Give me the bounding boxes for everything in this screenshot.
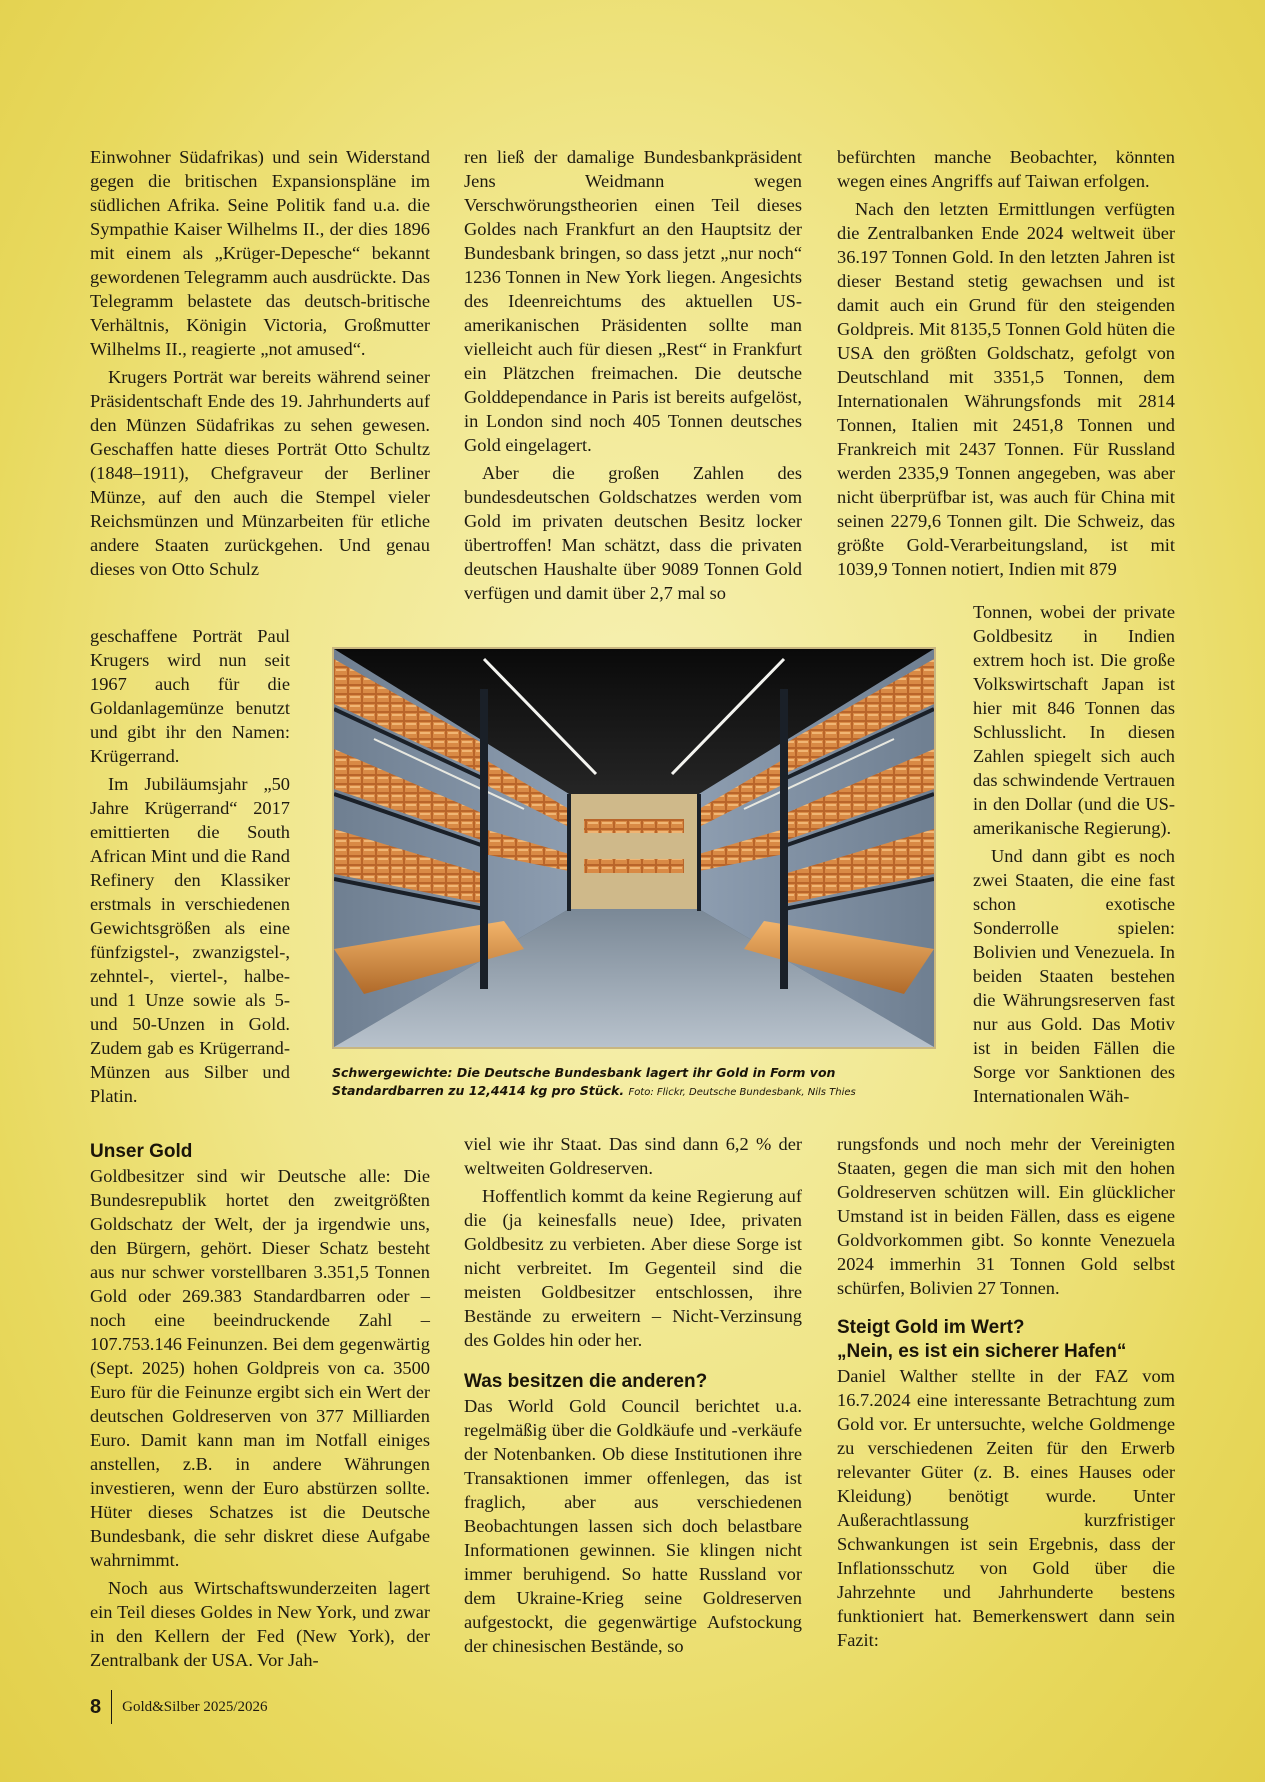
paragraph: Hoffentlich kommt da keine Regierung auf die (ja keinesfalls neue) Idee, privaten Goldbesitz zu verbieten. Aber diese Sorge ist nicht verbreitet. Im Gegenteil sind die meisten Goldbesitzer entschlossen, ihre Bestände zu erweitern – Nicht-Verzinsung des Goldes hin oder her. bbox=[464, 1186, 802, 1350]
column-1-wrap bbox=[90, 624, 290, 1108]
paragraph: Krugers Porträt war bereits während seiner Präsidentschaft Ende des 19. Jahrhunderts auf den Münzen Südafrikas zu sehen gewesen. Geschaffen hatte dieses Porträt Otto Schultz (1848–1911), Chefgraveur der Berliner Münze, auf den auch die Stempel vieler Reichsmünzen und Münzarbeiten für etliche andere Staaten zurückgehen. Und genau dieses von Otto Schulz bbox=[90, 367, 430, 579]
column-1-top bbox=[90, 145, 430, 581]
paragraph: Und dann gibt es noch zwei Staaten, die eine fast schon exotische Sonderrolle spielen: Bolivien und Venezuela. In beiden Staaten bestehen die Währungsreserven fast nur aus Gold. Das Motiv ist in beiden Fällen die Sorge vor Sanktionen des Internationalen Wäh- bbox=[973, 846, 1175, 1106]
paragraph: befürchten manche Beobachter, könnten wegen eines Angriffs auf Taiwan erfolgen. bbox=[837, 147, 1175, 191]
paragraph: Aber die großen Zahlen des bundesdeutschen Goldschatzes werden vom Gold im privaten deutschen Besitz locker übertroffen! Man schätzt, dass die privaten deutschen Haushalte über 9089 Tonnen Gold verfügen und damit über 2,7 mal so bbox=[464, 463, 802, 603]
column-1-bottom bbox=[90, 1132, 430, 1672]
section-heading-steigt-gold bbox=[837, 1316, 1175, 1364]
paragraph: geschaffene Porträt Paul Krugers wird nun seit 1967 auch für die Goldanlagemünze benutzt und gibt ihr den Namen: Krügerrand. bbox=[90, 626, 290, 766]
photo-credit: Foto: Flickr, Deutsche Bundesbank, Nils Thies bbox=[628, 1087, 856, 1098]
column-2-bottom bbox=[464, 1132, 802, 1658]
paragraph: viel wie ihr Staat. Das sind dann 6,2 % der weltweiten Goldreserven. bbox=[464, 1134, 802, 1178]
paragraph: Im Jubiläumsjahr „50 Jahre Krügerrand“ 2017 emittierten die South African Mint und die Rand Refinery den Klassiker erstmals in verschiedenen Gewichtsgrößen als eine fünfzigstel-, zwanzigstel-, zehntel-, viertel-, halbe- und 1 Unze sowie als 5- und 50-Unzen in Gold. Zudem gab es Krügerrand-Münzen aus Silber und Platin. bbox=[90, 774, 290, 1106]
gold-vault-photo bbox=[332, 647, 936, 1049]
paragraph: Goldbesitzer sind wir Deutsche alle: Die Bundesrepublik hortet den zweitgrößten Goldschatz der Welt, der ja irgendwie uns, den Bürgern, gehört. Dieser Schatz besteht aus nur schwer vorstellbaren 3.351,5 Tonnen Gold oder 269.383 Standardbarren oder – noch eine beeindruckende Zahl – 107.753.146 Feinunzen. Bei dem gegenwärtig (Sept. 2025) hohen Goldpreis von ca. 3500 Euro für die Feinunze ergibt sich ein Wert der deutschen Goldreserven von 377 Milliarden Euro. Damit kann man im Notfall einiges anstellen, z.B. in andere Währungen investieren, wenn der Euro abstürzen sollte. Hüter dieses Schatzes ist die Deutsche Bundesbank, die sehr diskret diese Aufgabe wahrnimmt. bbox=[90, 1166, 430, 1570]
heading-line-1: Steigt Gold im Wert? bbox=[837, 1317, 1025, 1338]
paragraph: Tonnen, wobei der private Goldbesitz in Indien extrem hoch ist. Die große Volkswirtschaft Japan ist hier mit 846 Tonnen das Schlusslicht. In diesen Zahlen spiegelt sich auch das schwindende Vertrauen in den Dollar (und die US-amerikanische Regierung). bbox=[973, 602, 1175, 838]
section-heading-andere: Was besitzen die anderen? bbox=[464, 1371, 708, 1392]
page-number: 8 bbox=[90, 1695, 102, 1718]
column-3-wrap bbox=[973, 600, 1175, 1108]
paragraph: ren ließ der damalige Bundesbankpräsident Jens Weidmann wegen Verschwörungstheorien einen Teil dieses Goldes nach Frankfurt an den Hauptsitz der Bundesbank bringen, so dass jetzt „nur noch“ 1236 Tonnen in New York liegen. Angesichts des Ideenreichtums des aktuellen US-amerikanischen Präsidenten sollte man vielleicht auch für diesen „Rest“ in Frankfurt ein Plätzchen freimachen. Die deutsche Golddependance in Paris ist bereits aufgelöst, in London sind noch 405 Tonnen deutsches Gold eingelagert. bbox=[464, 147, 802, 455]
column-2-top bbox=[464, 145, 802, 605]
heading-line-2: „Nein, es ist ein sicherer Hafen“ bbox=[837, 1341, 1127, 1362]
publication-title: Gold&Silber 2025/2026 bbox=[122, 1698, 268, 1715]
column-3-top bbox=[837, 145, 1175, 581]
section-heading-unser-gold: Unser Gold bbox=[90, 1141, 193, 1162]
paragraph: Nach den letzten Ermittlungen verfügten die Zentralbanken Ende 2024 weltweit über 36.197 Tonnen Gold. In den letzten Jahren ist dieser Bestand stetig gewachsen und ist damit auch ein Grund für den steigenden Goldpreis. Mit 8135,5 Tonnen Gold hüten die USA den größten Goldschatz, gefolgt von Deutschland mit 3351,5 Tonnen, dem Internationalen Währungsfonds mit 2814 Tonnen, Italien mit 2451,8 Tonnen und Frankreich mit 2437 Tonnen. Für Russland werden 2335,9 Tonnen angegeben, was aber nicht überprüfbar ist, was auch für China mit seinen 2279,6 Tonnen gilt. Die Schweiz, das größte Gold-Verarbeitungsland, ist mit 1039,9 Tonnen notiert, Indien mit 879 bbox=[837, 199, 1175, 579]
paragraph: rungsfonds und noch mehr der Vereinigten Staaten, gegen die man sich mit den hohen Goldreserven schützen will. Ein glücklicher Umstand ist in beiden Fällen, dass es eigene Goldvorkommen gibt. So konnte Venezuela 2024 immerhin 31 Tonnen Gold selbst schürfen, Bolivien 27 Tonnen. bbox=[837, 1134, 1175, 1298]
vault-illustration bbox=[334, 649, 934, 1047]
paragraph: Einwohner Südafrikas) und sein Widerstand gegen die britischen Expansionspläne im südlichen Afrika. Seine Politik fand u.a. die Sympathie Kaiser Wilhelms II., der dies 1896 mit einem als „Krüger-Depesche“ bekannt gewordenen Telegramm auch ausdrückte. Das Telegramm belastete das deutsch-britische Verhältnis, Königin Victoria, Großmutter Wilhelms II., reagierte „not amused“. bbox=[90, 147, 430, 359]
photo-caption bbox=[332, 1064, 932, 1102]
caption-text: Schwergewichte: Die Deutsche Bundesbank lagert ihr Gold in Form von Standardbarren zu 12,4414 kg pro Stück. bbox=[332, 1065, 836, 1098]
footer-divider bbox=[111, 1690, 112, 1724]
page-footer bbox=[90, 1690, 268, 1724]
paragraph: Daniel Walther stellte in der FAZ vom 16.7.2024 eine interessante Betrachtung zum Gold vor. Er untersuchte, welche Goldmenge zu verschiedenen Zeiten für den Erwerb relevanter Güter (z. B. eines Hauses oder Kleidung) benötigt wurde. Unter Außerachtlassung kurzfristiger Schwankungen ist sein Ergebnis, dass der Inflationsschutz von Gold über die Jahrzehnte und Jahrhunderte bestens funktioniert hat. Bemerkenswert dann sein Fazit: bbox=[837, 1366, 1175, 1650]
paragraph: Noch aus Wirtschaftswunderzeiten lagert ein Teil dieses Goldes in New York, und zwar in den Kellern der Fed (New York), der Zentralbank der USA. Vor Jah- bbox=[90, 1578, 430, 1670]
paragraph: Das World Gold Council berichtet u.a. regelmäßig über die Goldkäufe und -verkäufe der Notenbanken. Ob diese Institutionen ihre Transaktionen immer offenlegen, das ist fraglich, aber aus verschiedenen Beobachtungen lassen sich doch belastbare Informationen gewinnen. Sie klingen nicht immer beruhigend. So hatte Russland vor dem Ukraine-Krieg seine Goldreserven aufgestockt, die gegenwärtige Aufstockung der chinesischen Bestände, so bbox=[464, 1396, 802, 1656]
column-3-bottom bbox=[837, 1132, 1175, 1652]
